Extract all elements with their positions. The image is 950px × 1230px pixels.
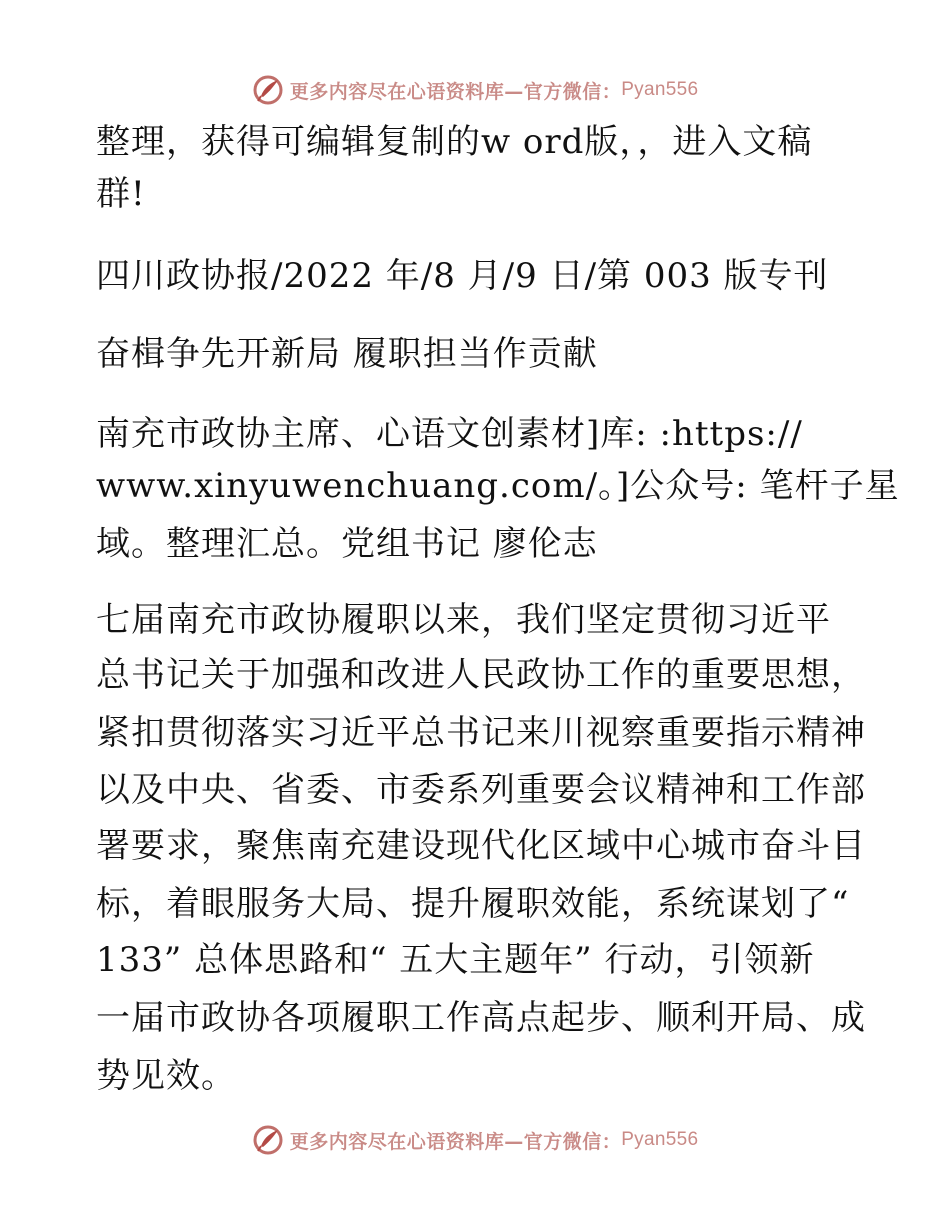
paragraph-line: 署要求，聚焦南充建设现代化区域中心城市奋斗目 bbox=[96, 826, 866, 866]
article-title: 奋楫争先开新局 履职担当作贡献 bbox=[96, 334, 598, 374]
paragraph-line: 势见效。 bbox=[96, 1056, 236, 1096]
footer-watermark bbox=[0, 1120, 950, 1160]
watermark-text: 更多内容尽在心语资料库—官方微信： bbox=[289, 80, 622, 103]
paragraph-line: 七届南充市政协履职以来，我们坚定贯彻习近平 bbox=[96, 600, 831, 640]
paragraph-line: 133” 总体思路和“ 五大主题年” 行动，引领新 bbox=[96, 940, 815, 980]
paragraph-line: 紧扣贯彻落实习近平总书记来川视察重要指示精神 bbox=[96, 713, 866, 753]
text-line: 南充市政协主席、心语文创素材]库: :https:// bbox=[96, 414, 803, 454]
publication-line: 四川政协报/2022 年/8 月/9 日/第 003 版专刊 bbox=[96, 256, 829, 296]
text-line: 整理，获得可编辑复制的w ord版，，进入文稿 bbox=[96, 122, 813, 162]
watermark-wechat-id: Pyan556 bbox=[621, 1129, 699, 1150]
text-line: www.xinyuwenchuang.com/。]公众号: 笔杆子星 bbox=[96, 466, 900, 506]
header-watermark bbox=[0, 70, 950, 110]
paragraph-line: 标，着眼服务大局、提升履职效能，系统谋划了“ bbox=[96, 884, 850, 924]
watermark-text: 更多内容尽在心语资料库—官方微信： bbox=[289, 1130, 622, 1153]
text-line: 群! bbox=[96, 174, 146, 214]
paragraph-line: 一届市政协各项履职工作高点起步、顺利开局、成 bbox=[96, 998, 866, 1038]
watermark-wechat-id: Pyan556 bbox=[621, 79, 699, 100]
author-line: 域。整理汇总。党组书记 廖伦志 bbox=[96, 524, 598, 564]
feather-pen-logo-icon bbox=[252, 74, 284, 106]
feather-pen-logo-icon bbox=[252, 1124, 284, 1156]
paragraph-line: 总书记关于加强和改进人民政协工作的重要思想， bbox=[96, 655, 866, 695]
paragraph-line: 以及中央、省委、市委系列重要会议精神和工作部 bbox=[96, 770, 866, 810]
